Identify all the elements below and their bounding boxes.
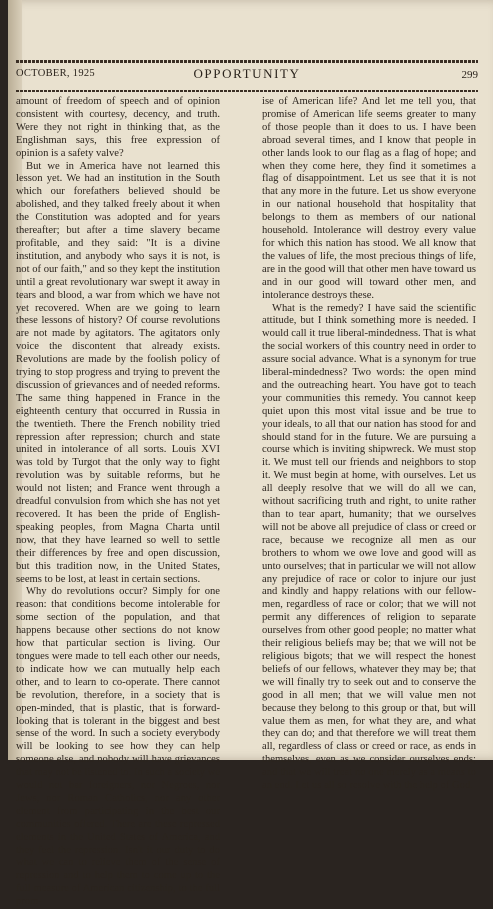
- left-column: [16, 96, 220, 908]
- paragraph: But we in America have not learned this lesson yet. We had an institution in the South which our forefathers believed should be abolished, and they talked freely about it when the Constitution was adopted and for years thereafter; but after a time slavery became profitable, and they said: "It is a divine institution, and anybody who says it is not, is not of our faith," and so they kept the institution until a great revolutionary war swept it away in tears and blood, a war from which we have not yet recovered. When are we going to learn these lessons of history? Of course revolutions are not made by agitators. The agitators only voice the discontent that already exists. Revolutions are made by the foolish policy of trying to stop progress and trying to prevent the discussion of grievances and of needed reforms. The same thing happened in France in the eighteenth century that occurred in Russia in the twentieth. There the French nobility tried repression after repression; church and state united in intolerance of all sorts. Louis XVI was told by Turgot that the only way to fight revolution was by suitable reforms, but he would not listen; and France went through a dreadful convulsion from which she has not yet recovered. It has been the pride of English-speaking peoples, from Magna Charta until now, that they have learned so well to settle their differences by free and open discussion, but this tradition now, in the United States, seems to be lost, at least in certain sections.: [16, 160, 220, 585]
- magazine-title: OPPORTUNITY: [193, 66, 301, 81]
- header-rule-top: [16, 60, 478, 63]
- paragraph: ise of American life? And let me tell you, that promise of American life seems greater to many of those people than it does to us. I have been abroad several times, and I know that people in other lands look to our flag as a flag of hope; and when they come here, they find it sometimes a flag of disappointment. Let us see that it is not that any more in the future. Let us show everyone in our national household that hospitality that belongs to them as members of our national household. Intolerance will destroy every value for which this nation has stood. We all know that the values of life, the most precious things of life, are in the good will that other men have toward us and in our good will toward other men, and intolerance destroys these.: [262, 96, 476, 301]
- issue-date: OCTOBER, 1925: [16, 68, 95, 79]
- running-head: [16, 66, 478, 86]
- paragraph: What is the remedy? I have said the scientific attitude, but I think something more is needed. I would call it true liberal-mindedness. That is what the social workers of this country need in order to assure social advance. What is a synonym for true liberal-mindedness? Two words: the open mind and the outreaching heart. You have got to teach your communities this remedy. You cannot keep quiet upon this most vital issue and be true to your ideals, to all that our nation has stood for and should stand for in the future. We are pursuing a course which is inviting shipwreck. We must stop it. We must tell our friends and neighbors to stop it. We must begin at home, with ourselves. Let us all deeply resolve that we will do all we can, without sacrificing truth and right, to unite rather than to tear apart, humanity; that we ourselves will not be above all prejudice of class or creed or race, because we recognize all men as our brothers to whom we owe love and good will as unto ourselves; that in particular we will not allow any prejudice of race or color to injure our just and kindly and happy relations with our fellow-men, regardless of race or color; that we will not permit any differences of religion to separate ourselves from other good people; no matter what their religious beliefs may be; that we will not be religious bigots; that we will respect the honest beliefs of our fellows, whatever they may be; that we will finally try to seek out and to conserve the good in all men; that we will value men not because they belong to this group or that, but will value them as men, for what they are, and what they can do; and that therefore we will treat them all, regardless of class or creed or race, as ends in themselves, even as we consider ourselves ends; and that we will treat no one merely as a means to an end. Let us all so resolve with the help of God.: [262, 302, 476, 792]
- paragraph: Why do revolutions occur? Simply for one reason: that conditions become intolerable for some section of the population, and that happens because other sections do not know how that particular section is living. Our tongues were made to tell each other our needs, to indicate how we can mutually help each other, and to learn to co-operate. There cannot be revolution, therefore, in a society that is open-minded, that is plastic, that is forward-looking that is tolerant in the biggest and best sense of the word. In such a society everybody will be looking to see how they can help someone else, and nobody will have grievances that may not be listened to. In such a society we would not bar foreigners, nor Negroes, nor Jews, nor Roman Catholics, nor any other element from participating in the best our communities offered. There are these repressed elements in the United States of America, and they feel the repression. Isn't it our duty to do what we can to relieve them of the sense of repression and to help them to come up to the full measure of American citizenship, to the full prom-: [16, 586, 220, 908]
- paragraph: amount of freedom of speech and of opinion consistent with courtesy, decency, and truth. Were they not right in thinking that, as the Englishman says, this free expression of opinion is a safety valve?: [16, 96, 220, 159]
- page-number: 299: [461, 69, 478, 81]
- right-column: [262, 96, 476, 792]
- header-rule-bottom: [16, 90, 478, 92]
